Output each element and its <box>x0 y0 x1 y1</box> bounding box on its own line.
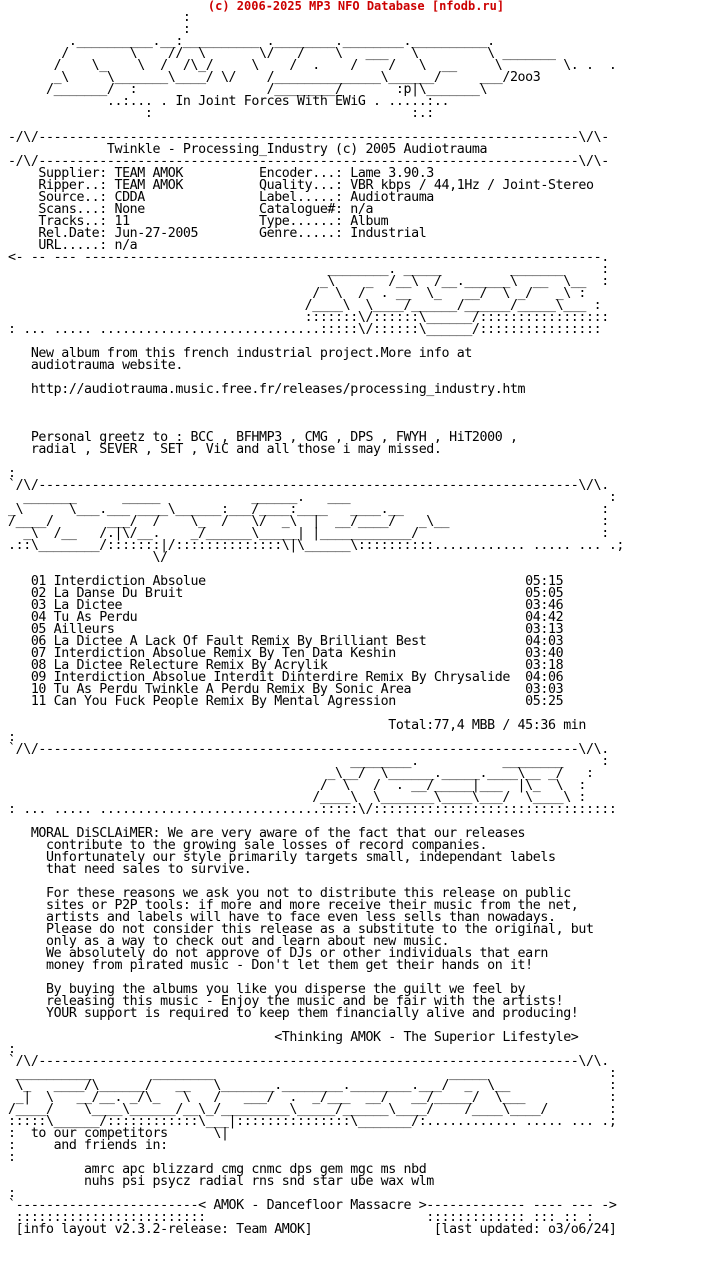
nfo-line: __________ ________ _____ : <box>8 1066 617 1081</box>
nfo-line: : <box>8 1186 16 1201</box>
nfo-line: only as a way to check out and learn about new music. <box>8 934 450 949</box>
nfo-line: Source..: CDDA Label.....: Audiotrauma <box>8 190 434 205</box>
nfo-line: New album from this french industrial project.More info at <box>8 346 472 361</box>
nfo-line: : ... ..... .............................:::::\/:::::::::::::::::::::::::::::::: <box>8 802 617 817</box>
nfo-line: <Thinking AMOK - The Superior Lifestyle> <box>8 1030 579 1045</box>
nfo-line: http://audiotrauma.music.free.fr/releases/processing_industry.htm <box>8 382 526 397</box>
nfo-line: \/ <box>8 550 168 565</box>
nfo-line: _| \ __/__. _/\_ \ / ___/ . _/___ __/ __/_____/ \___ : <box>8 1090 617 1105</box>
nfo-line: _______ _____ ______. ___ : <box>8 490 617 505</box>
nfo-line: sites or P2P tools: if more and more receive their music from the net, <box>8 898 579 913</box>
nfo-line: /____\ \____/______/______/_____\___ : <box>8 298 602 313</box>
nfo-line: 03 La Dictee 03:46 <box>8 598 564 613</box>
nfo-line: ________. _____ _______ : <box>8 262 609 277</box>
nfo-line: 08 La Dictee Relecture Remix By Acrylik 03:18 <box>8 658 564 673</box>
nfo-line: 07 Interdiction Absolue Remix By Ten Data Keshin 03:40 <box>8 646 564 661</box>
nfo-line: /____\ \_______\____\___/ \____\ : <box>8 790 587 805</box>
nfo-line: Ripper..: TEAM AMOK Quality...: VBR kbps / 44,1Hz / Joint-Stereo <box>8 178 594 193</box>
nfo-line: 11 Can You Fuck People Remix By Mental Agression 05:25 <box>8 694 564 709</box>
nfo-line: By buying the albums you like you disperse the guilt we feel by <box>8 982 526 997</box>
nfo-line: _\ \___.___ ____\______:___/____:____ ____.__ : <box>8 502 609 517</box>
nfo-line: Rel.Date: Jun-27-2005 Genre.....: Industrial <box>8 226 427 241</box>
nfo-line: 01 Interdiction Absolue 05:15 <box>8 574 564 589</box>
nfo-line: 05 Ailleurs 03:13 <box>8 622 564 637</box>
nfo-line: Supplier: TEAM AMOK Encoder...: Lame 3.90.3 <box>8 166 434 181</box>
nfo-line: : :.: <box>8 106 434 121</box>
nfo-line: contribute to the growing sale losses of record companies. <box>8 838 488 853</box>
nfo-line: money from pirated music - Don't let them get their hands on it! <box>8 958 533 973</box>
nfo-line: that need sales to survive. <box>8 862 252 877</box>
nfo-line: 04 Tu As Perdu 04:42 <box>8 610 564 625</box>
nfo-line: .__________.__:__________ .________.________.__________. <box>8 34 495 49</box>
nfo-line: nuhs psi psycz radial rns snd star ube wax wlm <box>8 1174 434 1189</box>
nfo-line: : <box>8 1042 16 1057</box>
nfo-line: 06 La Dictee A Lack Of Fault Remix By Brilliant Best 04:03 <box>8 634 564 649</box>
nfo-line: _\__/ \______._____.____\__ _/ : <box>8 766 594 781</box>
nfo-line: /_______/ : /________/ :p|\_______\ <box>8 82 488 97</box>
nfo-line: audiotrauma website. <box>8 358 183 373</box>
nfo-line: For these reasons we ask you not to distribute this release on public <box>8 886 571 901</box>
nfo-line: radial , SEVER , SET , ViC and all those i may missed. <box>8 442 442 457</box>
nfo-line: -/\/-----------------------------------------------------------------------\/\- <box>8 154 609 169</box>
nfo-line: _\ \_______\____/ \/ /______________\______/ ___/2oo3 <box>8 70 541 85</box>
nfo-line: / \ // \ \/ / \ ___ \ \ _______ <box>8 46 556 61</box>
nfo-line: We absolutely do not approve of DJs or other individuals that earn <box>8 946 548 961</box>
nfo-line: / \ / . __ \_ __/ \ _/ _\ : <box>8 286 587 301</box>
nfo-line: ________. ________ : <box>8 754 609 769</box>
nfo-line: releasing this music - Enjoy the music and be fair with the artists! <box>8 994 564 1009</box>
nfo-line: Scans...: None Catalogue#: n/a <box>8 202 374 217</box>
nfo-line: : and friends in: <box>8 1138 168 1153</box>
nfo-line: `/\/-----------------------------------------------------------------------\/\. <box>8 742 609 757</box>
nfo-line: Tracks..: 11 Type......: Album <box>8 214 389 229</box>
nfo-line: amrc apc blizzard cmg cnmc dps gem mgc ms nbd <box>8 1162 427 1177</box>
nfo-line: ..:... . In Joint Forces With EWiG . .....:.. <box>8 94 450 109</box>
nfo-line: ::::::::::::::::::::::::: ::::::::::::: ::: :: : <box>8 1210 594 1225</box>
site-header-title: (c) 2006-2025 MP3 NFO Database [nfodb.ru] <box>207 0 505 13</box>
nfo-line: `/\/-----------------------------------------------------------------------\/\. <box>8 1054 609 1069</box>
nfo-line: : <box>8 22 191 37</box>
nfo-line: [info layout v2.3.2-release: Team AMOK] [last updated: o3/o6/24] <box>8 1222 617 1237</box>
nfo-line: Total:77,4 MBB / 45:36 min <box>8 718 587 733</box>
nfo-line: 09 Interdiction Absolue Interdit Dinterdire Remix By Chrysalide 04:06 <box>8 670 564 685</box>
nfo-line: : <box>8 10 191 25</box>
nfo-line: _\ /__ /.|\/__. _/______\_____| |____________/ : <box>8 526 609 541</box>
nfo-line: \_ ____/\______/ __ \_______.________.________.___/ _ \__ : <box>8 1078 617 1093</box>
nfo-line: : <box>8 466 16 481</box>
nfo-line: Personal greetz to : BCC , BFHMP3 , CMG , DPS , FWYH , HiT2000 , <box>8 430 518 445</box>
nfo-line: .::\________/:::::::|/::::::::::::::\|\______\::::::::::............ ..... ... .; <box>8 538 625 553</box>
nfo-line: YOUR support is required to keep them financially alive and producing! <box>8 1006 579 1021</box>
nfo-line: 02 La Danse Du Bruit 05:05 <box>8 586 564 601</box>
nfo-line: / \ / . __/_____|___ |\_ \ : <box>8 778 587 793</box>
nfo-line: : <box>8 1150 16 1165</box>
nfo-line: _\ _ /__\ /__.______\ __ \__ : <box>8 274 609 289</box>
nfo-line: : ... ..... .............................:::::\/::::::\______/:::::::::::::::: <box>8 322 602 337</box>
nfo-line: :::::\______/::::::::::::\___|:::::::::::::::\_______/:............ ..... ... .; <box>8 1114 617 1129</box>
nfo-line: artists and labels will have to face even less sells than nowadays. <box>8 910 556 925</box>
nfo-line: /____/ ___/ / \_ / \/ _\ | __/____/ _\__ : <box>8 514 609 529</box>
nfo-line: 10 Tu As Perdu Twinkle A Perdu Remix By Sonic Area 03:03 <box>8 682 564 697</box>
nfo-line: Twinkle - Processing_Industry (c) 2005 Audiotrauma <box>8 142 488 157</box>
nfo-line: `------------------------< AMOK - Dancefloor Massacre >------------- ---- --- -> <box>8 1198 617 1213</box>
nfo-line: -/\/-----------------------------------------------------------------------\/\- <box>8 130 609 145</box>
nfo-line: /____/ \____\______/__\_/_________\_____/______\____/ /____\____/ : <box>8 1102 617 1117</box>
nfo-line: / \_ \ / /\_/ \ / . / / \ __ \ \. . . <box>8 58 617 73</box>
nfo-line: <- -- --- --------------------------------------------------------------------. <box>8 250 609 265</box>
nfo-text <box>8 12 624 1236</box>
nfo-line: Unfortunately our style primarily targets small, independant labels <box>8 850 556 865</box>
nfo-line: : to our competitors \| <box>8 1126 229 1141</box>
nfo-line: MORAL DiSCLAiMER: We are very aware of the fact that our releases <box>8 826 526 841</box>
nfo-line: : <box>8 730 16 745</box>
nfo-line: Please do not consider this release as a substitute to the original, but <box>8 922 594 937</box>
nfo-line: URL.....: n/a <box>8 238 138 253</box>
nfo-line: `/\/-----------------------------------------------------------------------\/\. <box>8 478 609 493</box>
nfo-line: :::::::\/::::::\______/::::::::::::::::: <box>8 310 609 325</box>
